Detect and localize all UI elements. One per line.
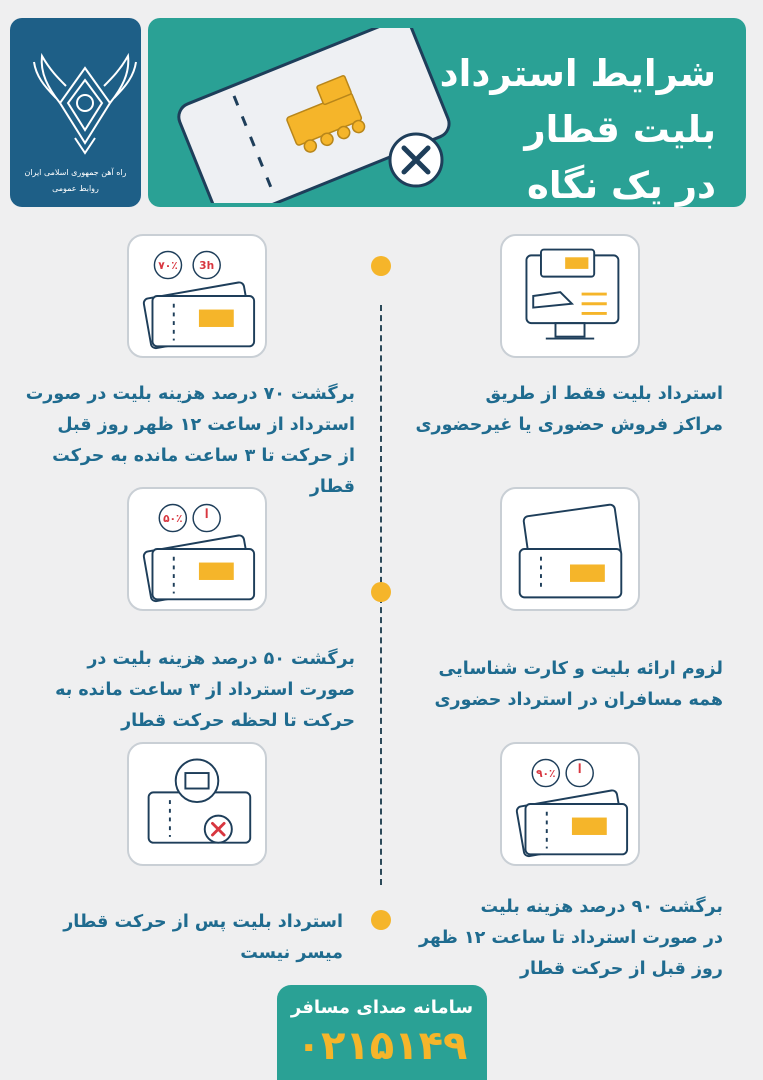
text-line: روز قبل از حرکت قطار [519,959,723,979]
text-line: در صورت استرداد تا ساعت ۱۲ ظهر [418,928,723,948]
text-line: استرداد از ساعت ۱۲ ظهر روز قبل [57,415,355,435]
timeline-dot [371,582,391,602]
sales-center-icon-card [500,234,640,358]
text-line: از حرکت تا ۳ ساعت مانده به حرکت قطار [52,446,355,497]
logo-dept-name: روابط عمومی [52,184,99,193]
badge-percent-90: ۹۰٪ [536,766,556,780]
logo-org-name: راه آهن جمهوری اسلامی ایران [24,168,127,177]
title-line-2: بلیت قطار [524,108,716,151]
cancel-ticket-illustration [168,28,458,203]
title-banner [148,18,746,207]
condition-text-4 [15,644,355,737]
text-line: لزوم ارائه بلیت و کارت شناسایی [438,659,723,679]
hotline-number: ۰۲۱۵۱۴۹ [296,1023,468,1069]
text-line: صورت استرداد از ۳ ساعت مانده به [55,680,355,700]
text-line: همه مسافران در استرداد حضوری [434,690,723,710]
text-line: میسر نیست [240,943,343,963]
text-line: برگشت ۷۰ درصد هزینه بلیت در صورت [25,384,355,404]
page-title [440,46,716,207]
condition-text-2 [15,379,355,503]
text-line: مراکز فروش حضوری یا غیرحضوری [415,415,723,435]
condition-text-3 [383,654,723,716]
condition-text-1 [403,379,723,441]
text-line: برگشت ۹۰ درصد هزینه بلیت [480,897,723,917]
text-line: حرکت تا لحظه حرکت قطار [121,711,355,731]
refund-70-ticket-icon [129,236,265,356]
condition-text-6 [23,907,343,969]
badge-time-3h: 3h [199,258,215,272]
badge-percent-70: ۷۰٪ [158,258,178,272]
text-line: استرداد بلیت فقط از طریق [485,384,723,404]
railway-emblem-icon [30,48,140,158]
title-line-1: شرایط استرداد [439,52,716,95]
hotline-title: سامانه صدای مسافر [290,997,474,1018]
ticket-id-card-icon [502,489,638,609]
refund-50-ticket-icon [129,489,265,609]
no-refund-icon-card [127,742,267,866]
hotline-panel [277,985,487,1080]
refund-70-icon-card [127,234,267,358]
id-card-icon-card [500,487,640,611]
refund-90-icon-card [500,742,640,866]
text-line: استرداد بلیت پس از حرکت قطار [63,912,343,932]
title-line-3: در یک نگاه [527,164,716,207]
timeline-dot [371,256,391,276]
train-departed-ticket-icon [129,744,265,864]
text-line: برگشت ۵۰ درصد هزینه بلیت در [87,649,355,669]
logo-panel [10,18,141,207]
badge-percent-50: ۵۰٪ [163,511,183,525]
condition-text-5 [383,892,723,985]
refund-90-ticket-icon [502,744,638,864]
refund-50-icon-card [127,487,267,611]
computer-ticket-icon [502,236,638,356]
